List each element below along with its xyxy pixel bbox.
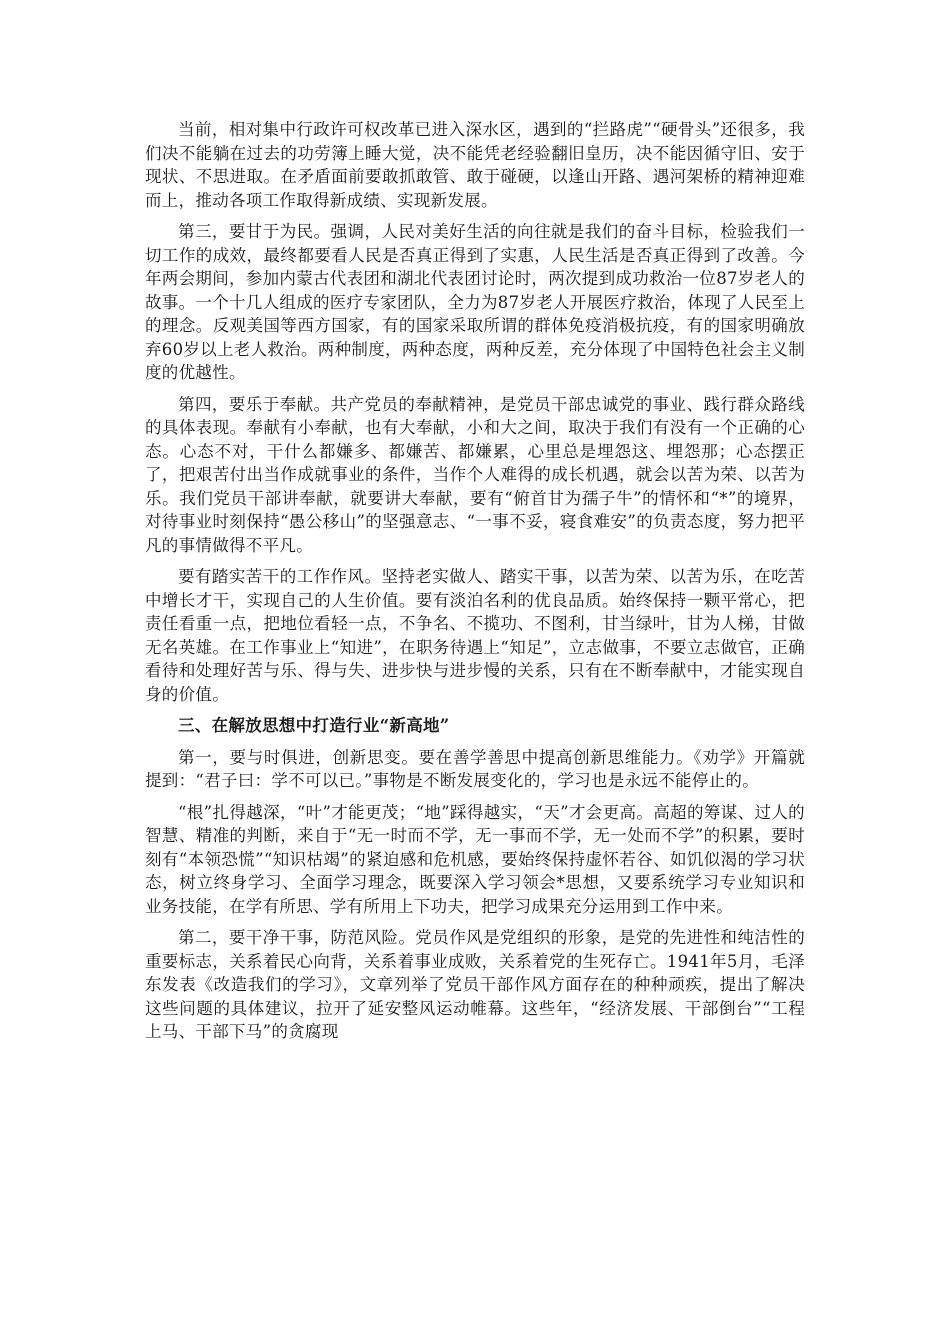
body-paragraph: 第二，要干净干事，防范风险。党员作风是党组织的形象，是党的先进性和纯洁性的重要标志，关系着民心向背，关系着事业成败，关系着党的生死存亡。1941年5月，毛泽东发表《改造我们的学习》，文章列举了党员干部作风方面存在的种种顽疾，提出了解决这些问题的具体建议，拉开了延安整风运动帷幕。这些年，“经济发展、干部倒台”“工程上马、干部下马”的贪腐现 [145,928,805,1041]
body-paragraph: 第三，要甘于为民。强调，人民对美好生活的向往就是我们的奋斗目标，检验我们一切工作的成效，最终都要看人民是否真正得到了实惠，人民生活是否真正得到了改善。今年两会期间，参加内蒙古代表团和湖北代表团讨论时，两次提到成功救治一位87岁老人的故事。一个十几人组成的医疗专家团队，全力为87岁老人开展医疗救治，体现了人民至上的理念。反观美国等西方国家，有的国家采取所谓的群体免疫消极抗疫，有的国家明确放弃60岁以上老人救治。两种制度，两种态度，两种反差，充分体现了中国特色社会主义制度的优越性。 [145,222,805,382]
section-heading: 三、在解放思想中打造行业“新高地” [178,716,450,735]
body-paragraph: “根”扎得越深，“叶”才能更茂；“地”踩得越实，“天”才会更高。高超的筹谋、过人的智慧、精准的判断，来自于“无一时而不学，无一事而不学，无一处而不学”的积累，要时刻有“本领恐慌”“知识枯竭”的紧迫感和危机感，要始终保持虚怀若谷、如饥似渴的学习状态，树立终身学习、全面学习理念，既要深入学习领会*思想，又要系统学习专业知识和业务技能，在学有所思、学有所用上下功夫，把学习成果充分运用到工作中来。 [145,802,805,916]
body-paragraph: 第四，要乐于奉献。共产党员的奉献精神，是党员干部忠诚党的事业、践行群众路线的具体表现。奉献有小奉献，也有大奉献，小和大之间，取决于我们有没有一个正确的心态。心态不对，干什么都嫌多、都嫌苦、都嫌累，心里总是埋怨这、埋怨那；心态摆正了，把艰苦付出当作成就事业的条件，当作个人难得的成长机遇，就会以苦为荣、以苦为乐。我们党员干部讲奉献，就要讲大奉献，要有“俯首甘为孺子牛”的情怀和“*”的境界，对待事业时刻保持“愚公移山”的坚强意志、“一事不妥，寝食难安”的负责态度，努力把平凡的事情做得不平凡。 [145,394,805,555]
body-paragraph: 当前，相对集中行政许可权改革已进入深水区，遇到的“拦路虎”“硬骨头”还很多，我们决不能躺在过去的功劳簿上睡大觉，决不能凭老经验翻旧皇历，决不能因循守旧、安于现状、不思进取。在矛盾面前要敢抓敢管、敢于碰硬，以逢山开路、遇河架桥的精神迎难而上，推动各项工作取得新成绩、实现新发展。 [145,120,805,210]
document-page [145,118,805,1052]
body-paragraph: 要有踏实苦干的工作作风。坚持老实做人、踏实干事，以苦为荣、以苦为乐，在吃苦中增长才干，实现自己的人生价值。要有淡泊名利的优良品质。始终保持一颗平常心，把责任看重一点，把地位看轻一点，不争名、不揽功、不图利，甘当绿叶，甘为人梯，甘做无名英雄。在工作事业上“知进”，在职务待遇上“知足”，立志做事，不要立志做官，正确看待和处理好苦与乐、得与失、进步快与进步慢的关系，只有在不断奉献中，才能实现自身的价值。 [145,567,805,704]
body-paragraph: 第一，要与时俱进，创新思变。要在善学善思中提高创新思维能力。《劝学》开篇就提到：“君子曰：学不可以已。”事物是不断发展变化的，学习也是永远不能停止的。 [145,747,805,790]
